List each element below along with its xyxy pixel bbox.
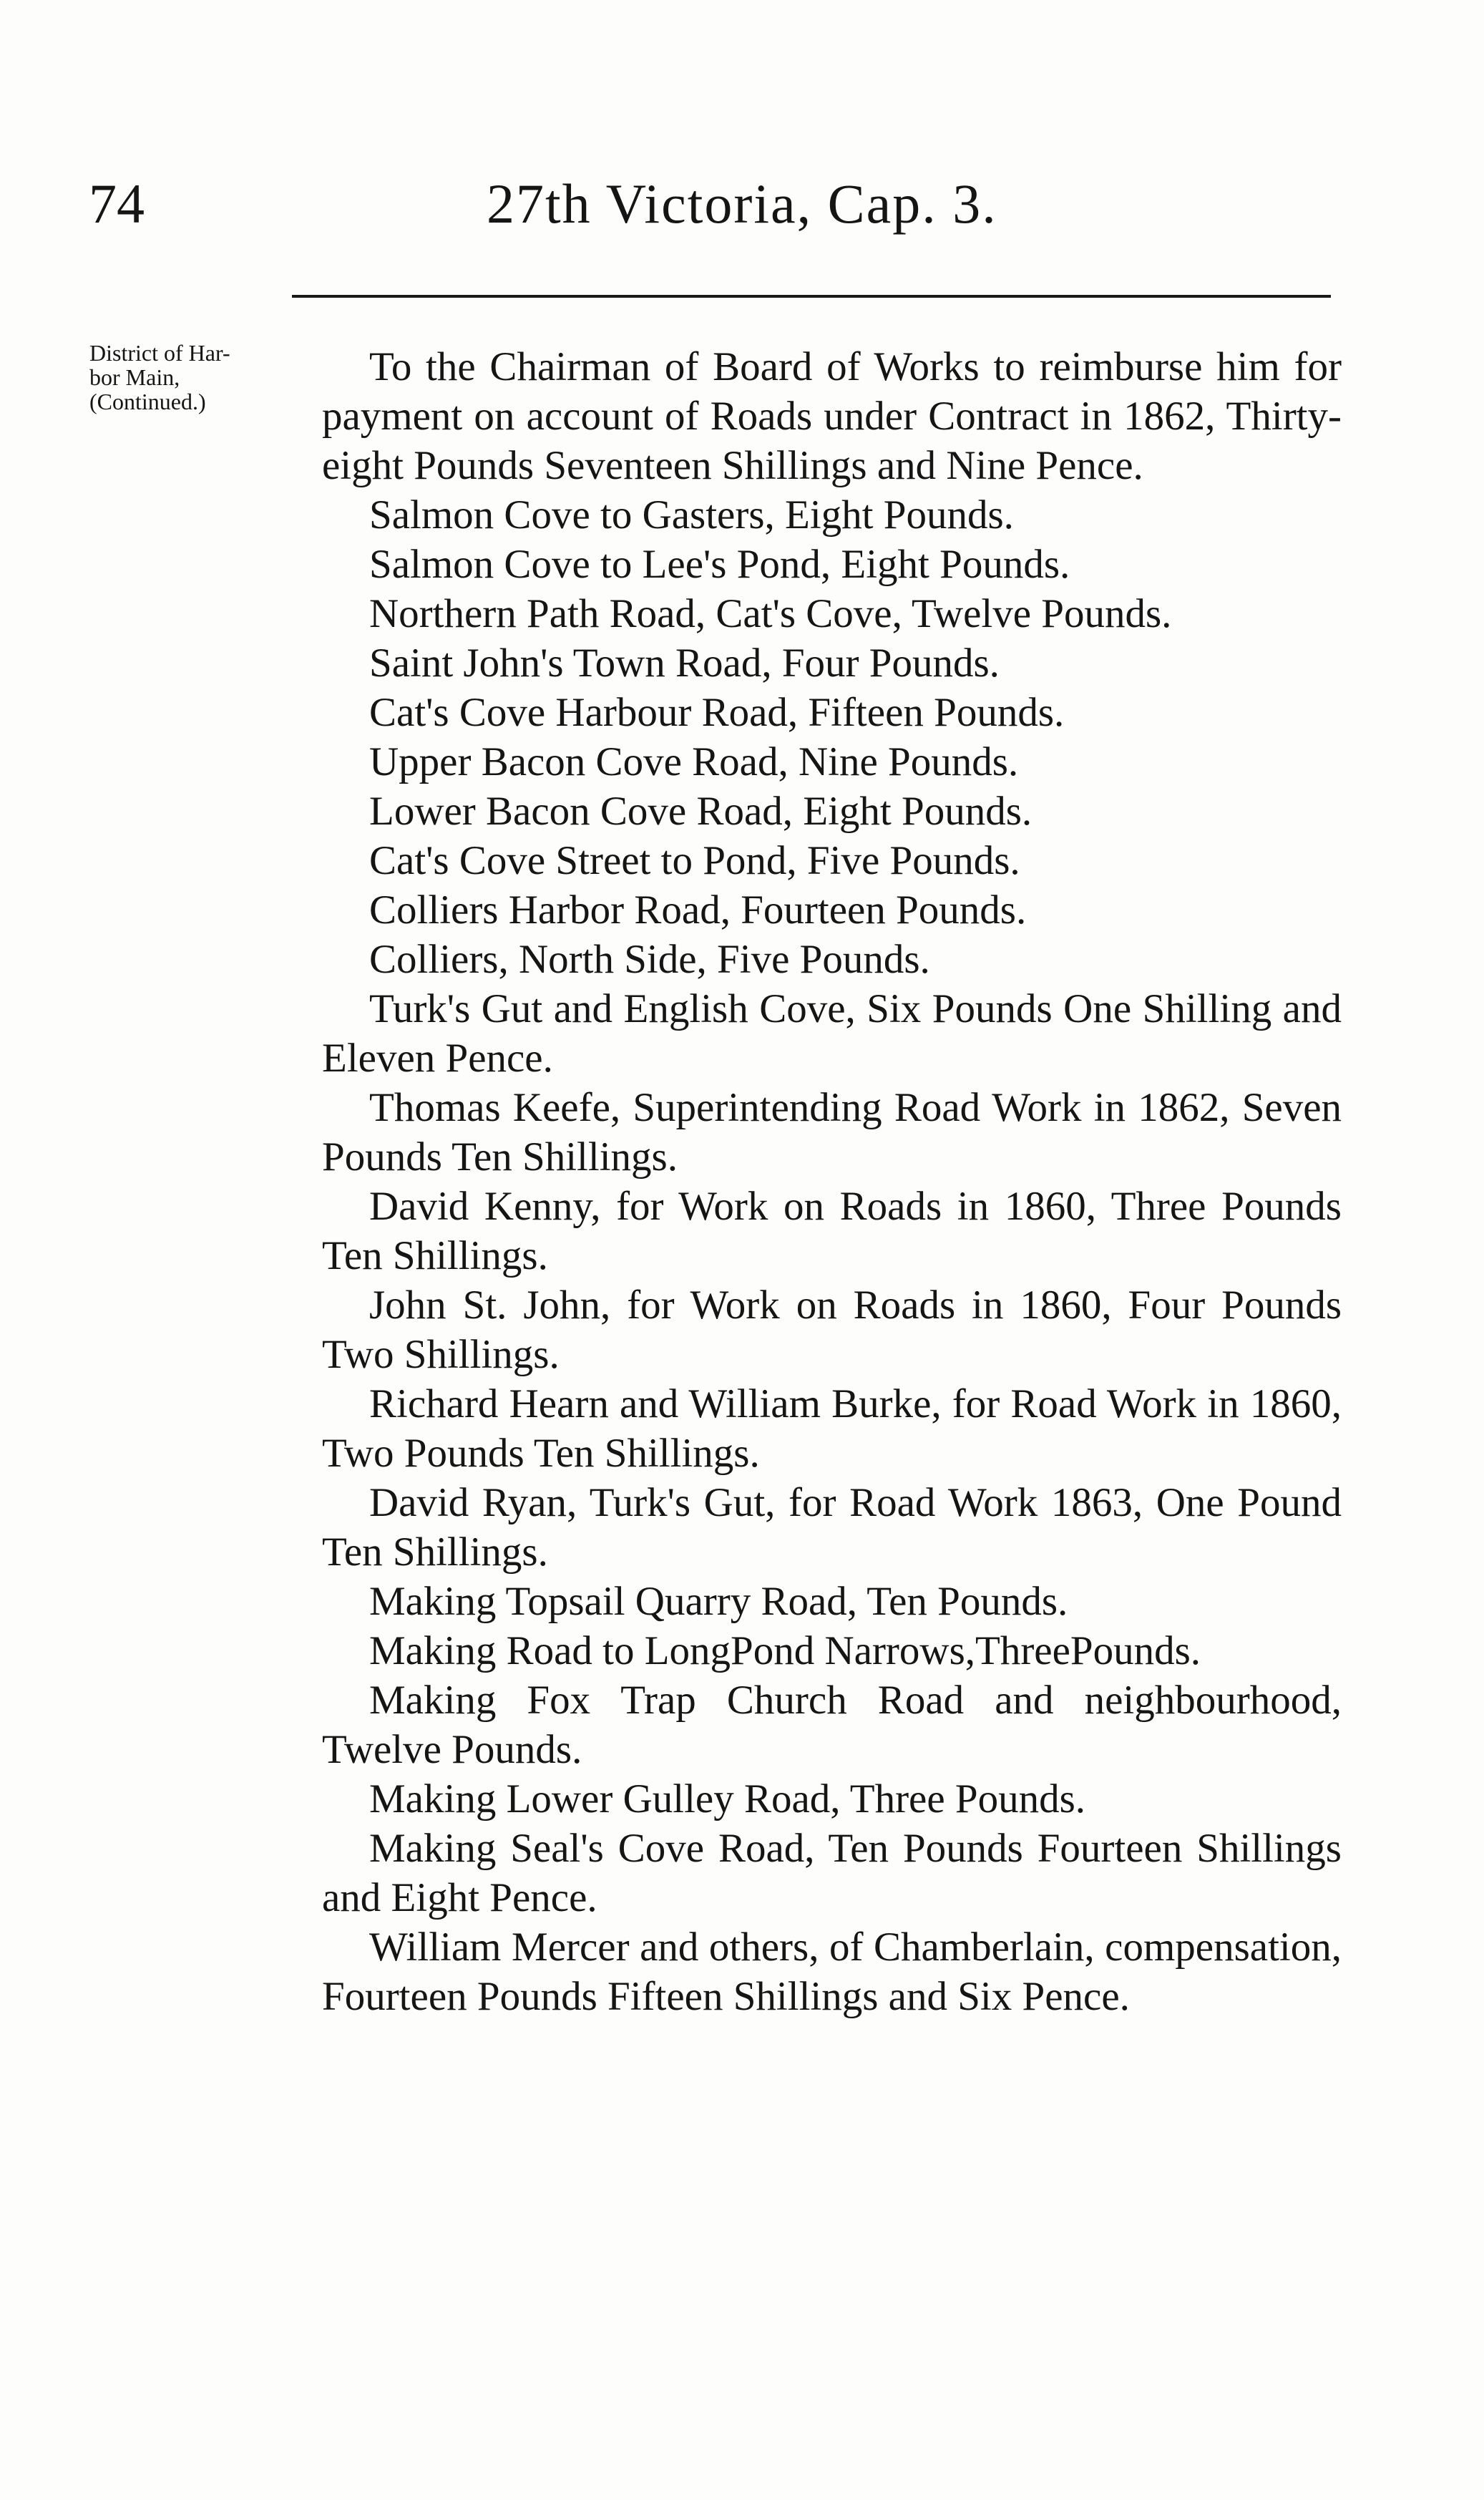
entry-paragraph: Upper Bacon Cove Road, Nine Pounds.	[369, 739, 1019, 784]
entry-paragraph: Saint John's Town Road, Four Pounds.	[369, 641, 1000, 686]
running-title: 27th Victoria, Cap. 3.	[487, 172, 997, 235]
entry-paragraph: Northern Path Road, Cat's Cove, Twelve Pounds.	[369, 591, 1172, 636]
entry-paragraph: Cat's Cove Harbour Road, Fifteen Pounds.	[369, 690, 1065, 735]
entry-paragraph: Lower Bacon Cove Road, Eight Pounds.	[369, 789, 1033, 834]
margin-note	[89, 341, 304, 414]
header-rule	[292, 295, 1331, 298]
margin-note-line: (Continued.)	[89, 389, 206, 414]
entry-paragraph: John St. John, for Work on Roads in 1860, Four Pounds Two Shillings.	[322, 1283, 1342, 1377]
page-header	[86, 168, 1345, 247]
entry-paragraph: Colliers, North Side, Five Pounds.	[369, 937, 930, 982]
entry-paragraph: Colliers Harbor Road, Fourteen Pounds.	[369, 887, 1027, 933]
margin-note-line: District of Har-	[89, 340, 230, 366]
entry-paragraph: David Ryan, Turk's Gut, for Road Work 1863, One Pound Ten Shillings.	[322, 1480, 1342, 1575]
entry-paragraph: Making Lower Gulley Road, Three Pounds.	[369, 1776, 1086, 1822]
entry-paragraph: Making Road to LongPond Narrows,ThreePounds.	[369, 1628, 1201, 1673]
entry-paragraph: Thomas Keefe, Superintending Road Work in 1862, Seven Pounds Ten Shillings.	[322, 1085, 1342, 1180]
entry-paragraph: Turk's Gut and English Cove, Six Pounds One Shilling and Eleven Pence.	[322, 986, 1342, 1081]
entry-paragraph: Making Fox Trap Church Road and neighbourhood, Twelve Pounds.	[322, 1678, 1342, 1772]
entry-paragraph: Salmon Cove to Lee's Pond, Eight Pounds.	[369, 542, 1070, 587]
entry-paragraph: Richard Hearn and William Burke, for Road Work in 1860, Two Pounds Ten Shillings.	[322, 1381, 1342, 1476]
entry-paragraph: Cat's Cove Street to Pond, Five Pounds.	[369, 838, 1020, 883]
entry-paragraph: Salmon Cove to Gasters, Eight Pounds.	[369, 492, 1014, 538]
page-number: 74	[89, 172, 145, 235]
entry-paragraph: To the Chairman of Board of Works to reimburse him for payment on account of Roads under Contract in 1862, Thirty-eight Pounds Seventeen Shillings and Nine Pence.	[322, 344, 1342, 488]
entry-paragraph: Making Topsail Quarry Road, Ten Pounds.	[369, 1579, 1068, 1624]
entry-paragraph: William Mercer and others, of Chamberlain, compensation, Fourteen Pounds Fifteen Shillings and Six Pence.	[322, 1925, 1342, 2019]
body-text	[322, 342, 1342, 2021]
entry-paragraph: David Kenny, for Work on Roads in 1860, Three Pounds Ten Shillings.	[322, 1184, 1342, 1278]
margin-note-line: bor Main,	[89, 364, 180, 390]
entry-paragraph: Making Seal's Cove Road, Ten Pounds Fourteen Shillings and Eight Pence.	[322, 1826, 1342, 1920]
